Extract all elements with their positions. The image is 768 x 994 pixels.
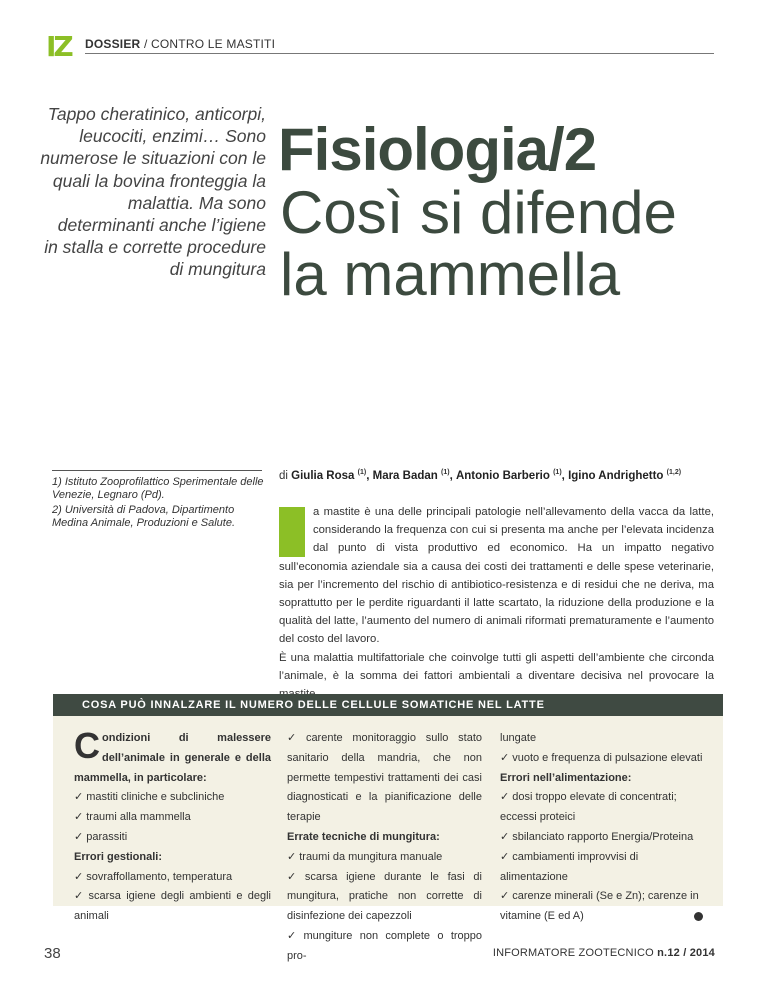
check-icon: ✓ (500, 890, 510, 903)
check-icon: ✓ (74, 890, 86, 903)
list-item: ✓ parassiti (74, 830, 128, 843)
author-affiliation: (1) (441, 469, 450, 476)
section-label: DOSSIER (85, 37, 141, 51)
check-icon: ✓ (500, 830, 510, 843)
list-item: ✓ traumi da mungitura manuale (287, 850, 443, 863)
subsection-label: / CONTRO LE MASTITI (143, 37, 276, 51)
list-item: ✓ scarsa igiene degli ambienti e degli animali (74, 890, 272, 923)
box-column-2 (287, 729, 482, 967)
author-name: Antonio Barberio (455, 469, 550, 482)
check-icon: ✓ (74, 791, 84, 804)
magazine-name: INFORMATORE ZOOTECNICO (492, 947, 654, 959)
issue-number: n.12 / 2014 (657, 947, 715, 959)
article-subtitle: Così si difende la mammella (280, 179, 677, 308)
check-icon: ✓ (500, 751, 510, 764)
body-paragraph: a mastite è una delle principali patologie nell’allevamento della vacca da latte, considerando la frequenza con cui si presenta ma anche per l’elevata incidenza dal punto di vista produttivo ed economico. Ha un impatto negativo sull’economia aziendale sia a causa dei costi dei trattamenti e delle spese veterinarie, sia per l’incremento del rischio di antibiotico-resistenza e di residui che ne deriva, ma soprattutto per le perdite riguardanti il latte scartato, la riduzione della produzione e la qualità del latte, l’aumento del numero di animali riformati prematuramente e l’aumento del costo del lavoro. (279, 506, 714, 646)
check-icon: ✓ (287, 732, 303, 744)
list-item: ✓ scarsa igiene durante le fasi di mungitura, pratiche non corrette di disinfezione dei capezzoli (287, 870, 482, 923)
list-item: ✓ cambiamenti improvvisi di alimentazione (500, 850, 639, 883)
end-of-article-dot-icon (694, 912, 703, 921)
list-item: ✓ vuoto e frequenza di pulsazione elevati (500, 751, 703, 764)
list-item-continuation: lungate (500, 732, 537, 744)
check-icon: ✓ (287, 850, 297, 863)
drop-cap-l-shape (279, 507, 305, 557)
section-header (85, 37, 275, 51)
header-rule (85, 53, 714, 54)
article-body (279, 503, 714, 703)
box-intro: Condizioni di malessere dell’animale in generale e della mammella, in particolare: (74, 725, 271, 784)
list-item: ✓ traumi alla mammella (74, 811, 191, 824)
check-icon: ✓ (287, 870, 302, 883)
box-subheading: Errate tecniche di mungitura: (287, 830, 440, 843)
box-column-1 (74, 725, 272, 927)
list-item: ✓ mastiti cliniche e subcliniche (74, 791, 225, 804)
box-title: COSA PUÒ INNALZARE IL NUMERO DELLE CELLULE SOMATICHE NEL LATTE (53, 694, 723, 716)
check-icon: ✓ (287, 929, 301, 942)
byline-prefix: di (279, 469, 288, 482)
author-name: Igino Andrighetto (568, 469, 664, 482)
author-name: Giulia Rosa (291, 469, 355, 482)
list-item: ✓ carente monitoraggio sullo stato sanitario della mandria, che non permette tempestivi trattamenti dei casi diagnosticati e la pianificazione delle terapie (287, 732, 482, 824)
box-subheading: Errori gestionali: (74, 850, 163, 863)
magazine-logo: IZ (46, 30, 71, 63)
article-title: Fisiologia/2 (278, 116, 597, 183)
check-icon: ✓ (74, 830, 84, 843)
box-subheading: Errori nell’alimentazione: (500, 771, 632, 784)
standfirst: Tappo cheratinico, anticorpi, leucociti, enzimi… Sono numerose le situazioni con le quali la bovina fronteggia la malattia. Ma sono determinanti anche l’igiene in stalla e corrette procedure di mungitura (40, 104, 266, 280)
footer-masthead (493, 947, 715, 959)
check-icon: ✓ (74, 811, 84, 824)
list-item: ✓ sovraffollamento, temperatura (74, 870, 233, 883)
box-drop-cap: C (74, 725, 100, 766)
list-item: ✓ sbilanciato rapporto Energia/Proteina (500, 830, 694, 843)
check-icon: ✓ (74, 870, 84, 883)
box-column-3 (500, 729, 703, 927)
author-affiliation: (1) (357, 469, 367, 476)
list-item: ✓ dosi troppo elevate di concentrati; eccessi proteici (500, 791, 677, 824)
list-item: ✓ carenze minerali (Se e Zn); carenze in vitamine (E ed A) (500, 887, 703, 927)
author-affiliation: (1) (553, 469, 562, 476)
affiliation-1: 1) Istituto Zooprofilattico Sperimentale delle Venezie, Legnaro (Pd). (52, 476, 264, 501)
page-number: 38 (44, 945, 61, 962)
affiliation-rule (52, 470, 262, 471)
author-name: Mara Badan (372, 469, 438, 482)
byline: di Giulia Rosa $^{(1)}$, Mara Badan $^{(1)}$, Antonio Barberio $^{(1)}$, Igino Andrighetto $^{(1,2)}$ (279, 469, 682, 482)
author-affiliation: (1,2) (666, 469, 682, 476)
list-item: ✓ mungiture non complete o troppo pro- (287, 929, 483, 962)
body-paragraph: È una malattia multifattoriale che coinvolge tutti gli aspetti dell’ambiente che circonda l’animale, è la somma dei fattori ambientali a diventare decisiva nel provocare la (279, 651, 714, 682)
check-icon: ✓ (500, 791, 510, 804)
check-icon: ✓ (500, 850, 510, 863)
affiliation-2: 2) Università di Padova, Dipartimento Medina Animale, Produzioni e Salute. (52, 504, 236, 529)
